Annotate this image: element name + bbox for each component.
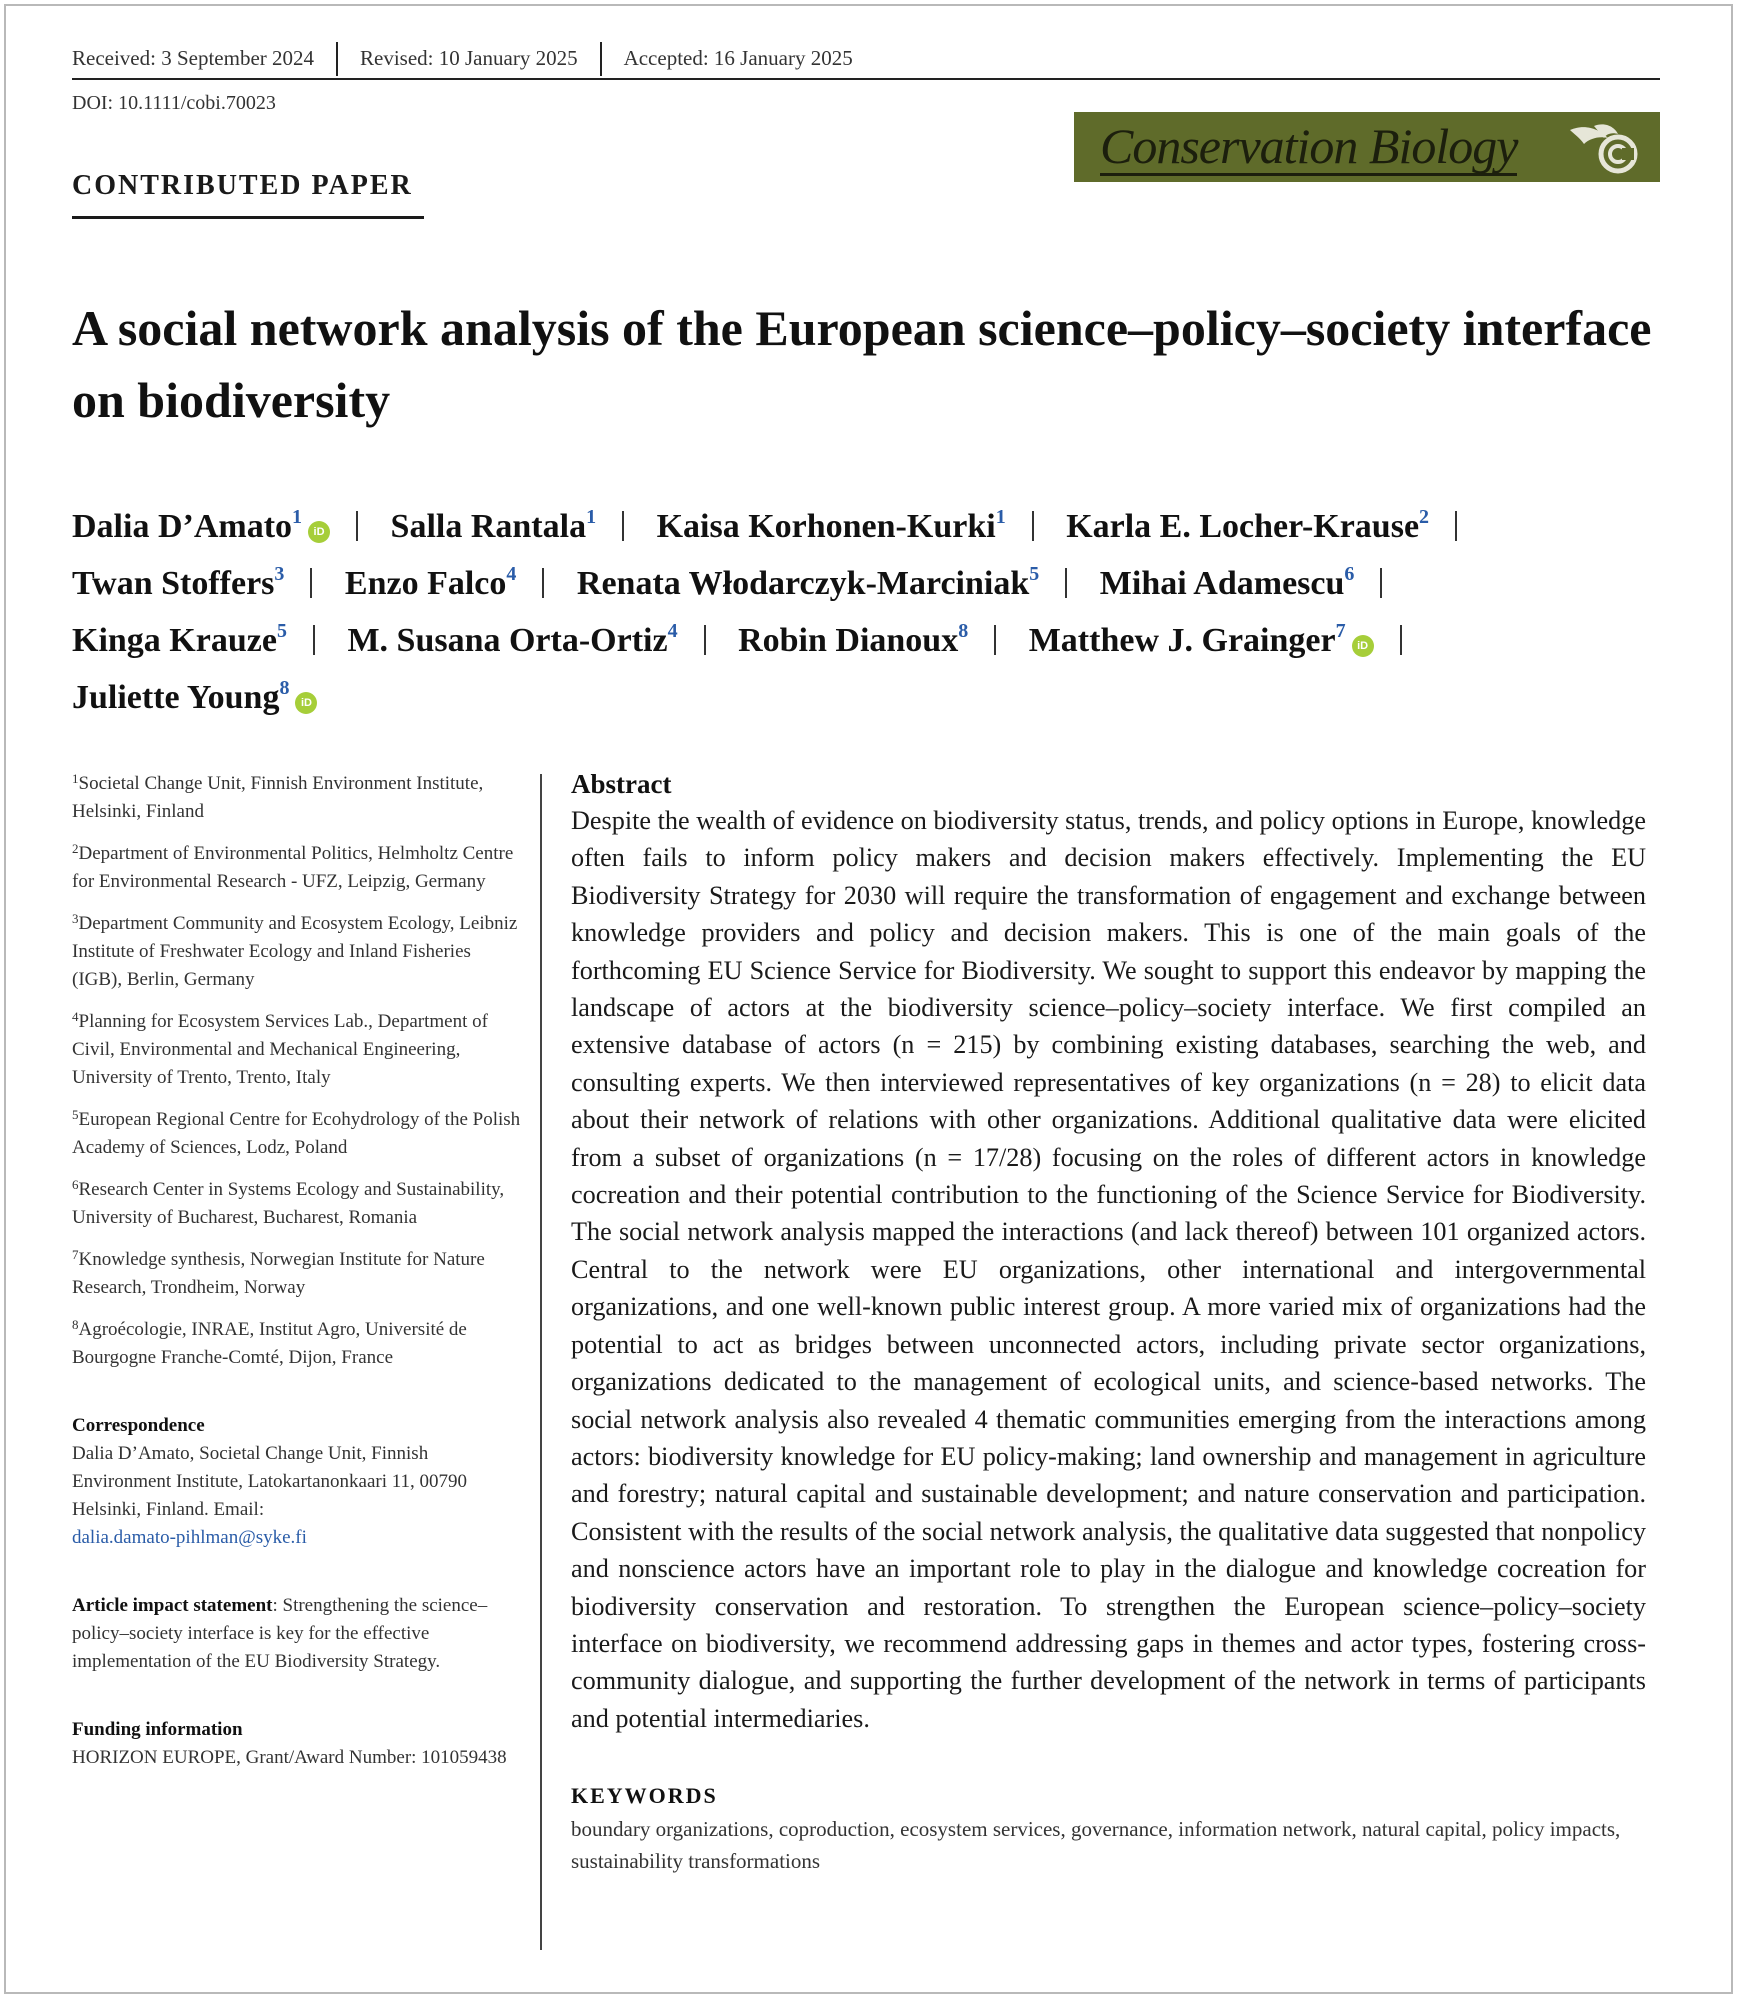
author[interactable]: Renata Włodarczyk-Marciniak$^5$ bbox=[576, 563, 1040, 602]
correspondence bbox=[72, 1412, 522, 1552]
orcid-icon[interactable]: iD bbox=[308, 521, 330, 543]
affiliation: $^4$Planning for Ecosystem Services Lab., Department of Civil, Environmental and Mechanical Engineering, University of Trento, Trento, Italy bbox=[72, 1009, 488, 1088]
author-separator bbox=[1380, 568, 1382, 598]
author-separator bbox=[1455, 511, 1457, 541]
author[interactable]: Juliette Young$^8$iD bbox=[72, 679, 317, 716]
journal-bird-icon bbox=[1564, 120, 1644, 176]
author[interactable]: Dalia D’Amato$^1$iD bbox=[72, 508, 330, 545]
author[interactable]: Kinga Krauze$^5$ bbox=[72, 620, 287, 659]
orcid-icon[interactable]: iD bbox=[1352, 635, 1374, 657]
article-type-rule bbox=[72, 216, 424, 219]
author[interactable]: Mihai Adamescu$^6$ bbox=[1099, 563, 1355, 602]
publication-dates bbox=[72, 42, 1660, 80]
affiliation: $^7$Knowledge synthesis, Norwegian Institute for Nature Research, Trondheim, Norway bbox=[72, 1247, 485, 1298]
orcid-icon[interactable]: iD bbox=[295, 692, 317, 714]
impact-text: : Strengthening the science–policy–society interface is key for the effective implementation of the EU Biodiversity Strategy. bbox=[72, 1595, 488, 1672]
author[interactable]: Robin Dianoux$^8$ bbox=[738, 620, 969, 659]
author-separator bbox=[1065, 568, 1067, 598]
abstract-text: Despite the wealth of evidence on biodiversity status, trends, and policy options in Europe, knowledge often fails to inform policy makers and decision makers effectively. Implementing the EU Biodiversity Strategy for 2030 will require the transformation of engagement and exchange between knowledge providers and policy and decision makers. This is one of the main goals of the forthcoming EU Science Service for Biodiversity. We sought to support this endeavor by mapping the landscape of actors at the biodiversity science–policy–society interface. We first compiled an extensive database of actors (n = 215) by combining existing databases, searching the web, and consulting experts. We then interviewed representatives of key organizations (n = 28) to elicit data about their network of relations with other organizations. Additional qualitative data were elicited from a subset of organizations (n = 17/28) focusing on the roles of different actors in knowledge cocreation and their potential contribution to the functioning of the Science Service for Biodiversity. The social network analysis mapped the interactions (and lack thereof) between 101 organized actors. Central to the network were EU organizations, other international and intergovernmental organizations, and one well-known public interest group. A more varied mix of organizations had the potential to act as bridges between unconnected actors, including private sector organizations, organizations dedicated to the management of ecological units, and science-based networks. The social network analysis also revealed 4 thematic communities emerging from the interactions among actors: biodiversity knowledge for EU policy-making; land ownership and management in agriculture and forestry; natural capital and sustainable development; and nature conservation and participation. Consistent with the results of the social network analysis, the qualitative data suggested that nonpolicy and nonscience actors have an important role to play in the dialogue and knowledge cocreation for biodiversity conservation and restoration. To strengthen the European science–policy–society interface on biodiversity, we recommend addressing gaps in themes and actor types, fostering cross-community dialogue, and supporting the further development of the network in terms of participants and potential intermediaries. bbox=[571, 806, 1646, 1733]
affiliation: $^5$European Regional Centre for Ecohydrology of the Polish Academy of Sciences, Lodz, Poland bbox=[72, 1107, 521, 1158]
author-separator bbox=[994, 625, 996, 655]
author[interactable]: Enzo Falco$^4$ bbox=[344, 563, 517, 602]
author-separator bbox=[622, 511, 624, 541]
correspondence-email-link[interactable]: dalia.damato-pihlman@syke.fi bbox=[72, 1527, 307, 1548]
author[interactable]: M. Susana Orta-Ortiz$^4$ bbox=[347, 620, 678, 659]
article-type: CONTRIBUTED PAPER bbox=[72, 170, 413, 201]
author[interactable]: Matthew J. Grainger$^7$iD bbox=[1029, 622, 1374, 659]
correspondence-heading: Correspondence bbox=[72, 1415, 205, 1436]
accepted-date: Accepted: 16 January 2025 bbox=[600, 42, 875, 76]
sidebar-column bbox=[72, 770, 522, 1772]
affiliation: $^1$Societal Change Unit, Finnish Environment Institute, Helsinki, Finland bbox=[72, 771, 484, 822]
received-date: Received: 3 September 2024 bbox=[72, 46, 315, 70]
funding-heading: Funding information bbox=[72, 1719, 243, 1740]
revised-date: Revised: 10 January 2025 bbox=[336, 42, 600, 76]
doi[interactable]: DOI: 10.1111/cobi.70023 bbox=[72, 92, 276, 114]
funding-information bbox=[72, 1716, 522, 1772]
article-title: A social network analysis of the European science–policy–society interface on biodiversity bbox=[72, 300, 1652, 428]
author[interactable]: Karla E. Locher-Krause$^2$ bbox=[1066, 506, 1430, 545]
journal-name: Conservation Biology bbox=[1100, 117, 1518, 174]
impact-statement bbox=[72, 1592, 522, 1676]
author-separator bbox=[542, 568, 544, 598]
author[interactable]: Salla Rantala$^1$ bbox=[390, 506, 597, 545]
funding-text: HORIZON EUROPE, Grant/Award Number: 101059438 bbox=[72, 1747, 507, 1768]
author-separator bbox=[1400, 625, 1402, 655]
correspondence-text: Dalia D’Amato, Societal Change Unit, Finnish Environment Institute, Latokartanonkaari 11, 00790 Helsinki, Finland. Email: bbox=[72, 1443, 468, 1520]
author-separator bbox=[313, 625, 315, 655]
author-separator bbox=[356, 511, 358, 541]
affiliation: $^3$Department Community and Ecosystem Ecology, Leibniz Institute of Freshwater Ecology and Inland Fisheries (IGB), Berlin, Germany bbox=[72, 911, 518, 990]
author-separator bbox=[704, 625, 706, 655]
keywords-heading: KEYWORDS bbox=[571, 1783, 718, 1809]
keywords-text: boundary organizations, coproduction, ecosystem services, governance, information network, natural capital, policy impacts, sustainability transformations bbox=[571, 1817, 1621, 1874]
author-separator bbox=[1032, 511, 1034, 541]
affiliation: $^2$Department of Environmental Politics, Helmholtz Centre for Environmental Research - UFZ, Leipzig, Germany bbox=[72, 841, 514, 892]
abstract-section bbox=[571, 766, 1646, 1877]
journal-logo[interactable] bbox=[1074, 112, 1660, 182]
author-list bbox=[72, 498, 1672, 726]
column-divider bbox=[540, 774, 542, 1950]
author-separator bbox=[310, 568, 312, 598]
impact-heading: Article impact statement bbox=[72, 1595, 273, 1616]
author[interactable]: Kaisa Korhonen-Kurki$^1$ bbox=[656, 506, 1006, 545]
affiliation: $^6$Research Center in Systems Ecology and Sustainability, University of Bucharest, Bucharest, Romania bbox=[72, 1177, 505, 1228]
abstract-heading: Abstract bbox=[571, 769, 672, 799]
affiliation: $^8$Agroécologie, INRAE, Institut Agro, Université de Bourgogne Franche-Comté, Dijon, France bbox=[72, 1317, 467, 1368]
author[interactable]: Twan Stoffers$^3$ bbox=[72, 563, 285, 602]
